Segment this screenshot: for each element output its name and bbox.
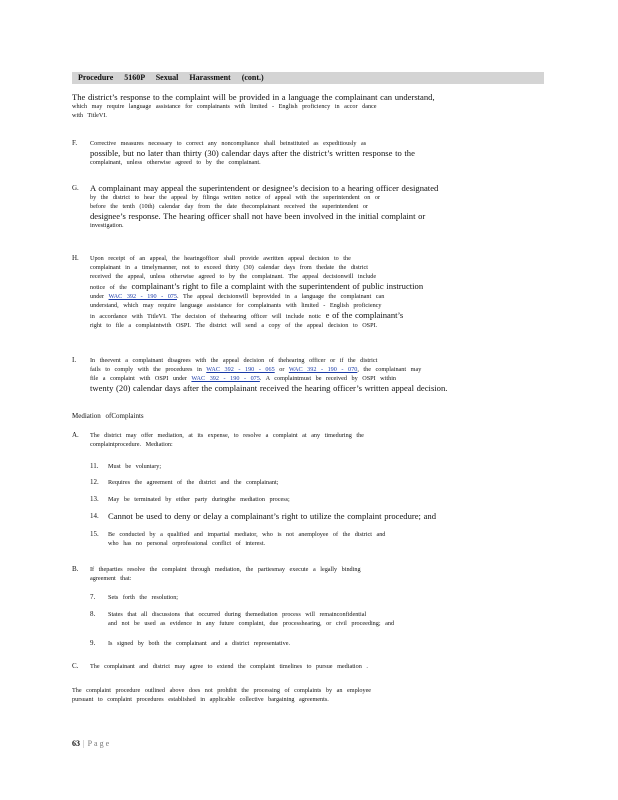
intro-paragraph: The district’s response to the complaint will be provided in a language the complainant can understand, which may require language assistance for complainants with limited - English proficiency in accor dance with TitleVI. (72, 92, 435, 119)
page-footer (72, 739, 111, 748)
wac-075-link-2[interactable]: WAC 392 - 190 - 075 (191, 375, 260, 382)
section-h-text: Upon receipt of an appeal, the hearingofficer shall provide awritten appeal decision to the complainant in a timelymanner, not to exceed thirty (30) calendar days from thedate the district received the appeal, unless otherwise agreed to by the complainant. The appeal decisionwill include notice of the complainant’s right to file a complaint with the superintendent of public instruction under WAC 392 - 190 - 075. The appeal decisionwill beprovided in a language the complainant can understand, which may require language assistance for complainants with limited - English proficiency in accordance with TitleVI. The decision of thehearing officer will include notic e of the complainant’s right to file a complaintwith OSPI. The district will send a copy of the appeal decision to OSPI. (90, 255, 424, 329)
mediation-c-text: The complainant and district may agree to extend the complaint timelines to pursue mediation . (90, 663, 368, 670)
list-item: Must be voluntary; (108, 463, 162, 470)
section-i-label: I. (72, 356, 77, 364)
section-g-text: A complainant may appeal the superintendent or designee’s decision to a hearing officer designated by the district to hear the appeal by filinga written notice of appeal with the superintendent on or before the tenth (10th) calendar day from the date thecomplainant received the superintendent or designee’s response. The hearing officer shall not have been involved in the initial complaint or investigation. (90, 183, 439, 229)
wac-075-link[interactable]: WAC 392 - 190 - 075 (108, 293, 177, 300)
list-item: May be terminated by either party duringthe mediation process; (108, 496, 290, 503)
list-number: 9. (90, 639, 96, 647)
mediation-heading: Mediation ofComplaints (72, 412, 144, 420)
mediation-a-text: The district may offer mediation, at its expense, to resolve a complaint at any timeduring the complaintprocedure. Mediation: (90, 432, 364, 448)
list-number: 8. (90, 610, 96, 618)
list-number: 12. (90, 478, 99, 486)
list-item: Requires the agreement of the district and the complainant; (108, 479, 279, 486)
mediation-b-text: If theparties resolve the complaint through mediation, the partiesmay execute a legally binding agreement that: (90, 566, 361, 582)
section-f-text: Corrective measures necessary to correct any noncompliance shall beinstituted as expeditiously as possible, but no later than thirty (30) calendar days after the district’s written response to the complainant, unless otherwise agreed to by the complainant. (90, 140, 415, 166)
closing-paragraph: The complaint procedure outlined above does not prohibit the processing of complaints by an employee pursuant to complaint procedures established in applicable collective bargaining agreements. (72, 687, 372, 703)
list-item: Cannot be used to deny or delay a complainant’s right to utilize the complaint procedure; and (108, 511, 437, 521)
list-item: Sets forth the resolution; (108, 594, 179, 601)
section-i-text: In theevent a complainant disagrees with the appeal decision of thehearing officer or if the district fails to comply with the procedures in WAC 392 - 190 - 065 or WAC 392 - 190 - 070, the complainant may file a complaint with OSPI under WAC 392 - 190 - 075. A complaintmust be received by OSPI within twenty (20) calendar days after the complainant received the hearing officer’s written appeal decision. (90, 357, 448, 393)
list-number: 15. (90, 530, 99, 538)
footer-separator: | (83, 739, 85, 748)
list-item: Be conducted by a qualified and impartial mediator, who is not anemployee of the district and who has no personal orprofessional conflict of interest. (108, 531, 386, 547)
section-f-label: F. (72, 139, 78, 147)
list-number: 14. (90, 512, 99, 520)
list-number: 11. (90, 462, 99, 470)
section-g-label: G. (72, 184, 79, 192)
list-item: Is signed by both the complainant and a district representative. (108, 640, 290, 647)
list-number: 7. (90, 593, 96, 601)
procedure-header: Procedure 5160P Sexual Harassment (cont.) (78, 73, 264, 82)
page-word: Page (87, 739, 112, 748)
list-item: States that all discussions that occurred during themediation process will remainconfidential and not be used as evidence in any future complaint, due processhearing, or civil proceeding; and (108, 611, 395, 627)
page-number: 63 (72, 739, 80, 748)
wac-070-link[interactable]: WAC 392 - 190 - 070 (288, 366, 358, 373)
mediation-b-label: B. (72, 565, 79, 573)
mediation-a-label: A. (72, 431, 79, 439)
wac-065-link[interactable]: WAC 392 - 190 - 065 (206, 366, 275, 373)
mediation-c-label: C. (72, 662, 79, 670)
section-h-label: H. (72, 254, 79, 262)
list-number: 13. (90, 495, 99, 503)
